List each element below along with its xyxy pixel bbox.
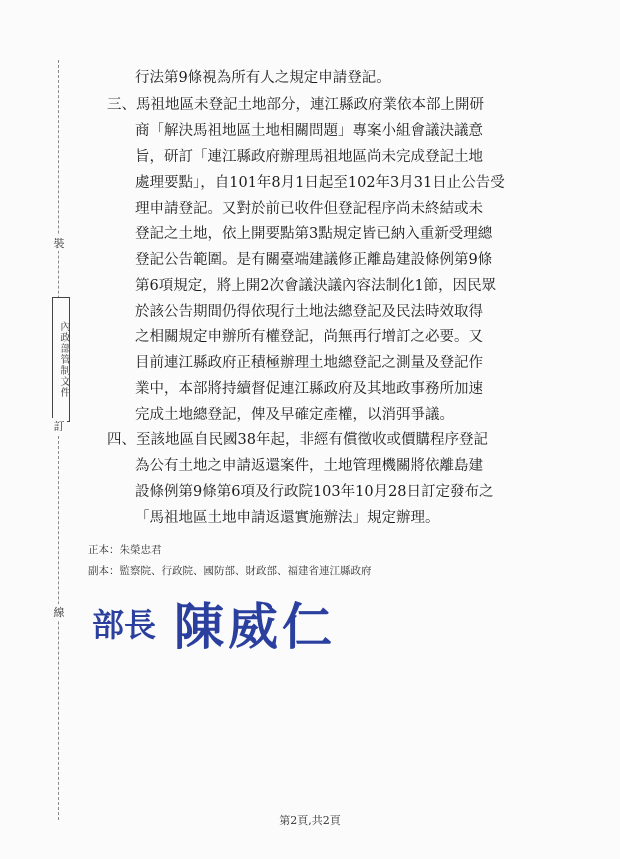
binding-margin-rule xyxy=(58,60,59,820)
body-line: 三、馬祖地區未登記土地部分，連江縣政府業依本部上開研 xyxy=(107,97,484,113)
signature-title: 部長 xyxy=(92,606,157,644)
minister-signature xyxy=(92,590,392,660)
body-line: 業中，本部將持續督促連江縣政府及其地政事務所加速 xyxy=(135,381,483,397)
body-line: 之相關規定申辦所有權登記，尚無再行增訂之必要。又 xyxy=(135,329,483,345)
distribution-copies: 副本：監察院、行政院、國防部、財政部、福建省連江縣政府 xyxy=(88,565,372,577)
body-line: 目前連江縣政府正積極辦理土地總登記之測量及登記作 xyxy=(135,355,483,371)
body-line: 旨，研訂「連江縣政府辦理馬祖地區尚未完成登記土地 xyxy=(135,149,483,165)
body-line: 登記之土地，依上開要點第3點規定皆已納入重新受理總 xyxy=(135,226,493,242)
binding-mark-bottom: 線 xyxy=(51,604,67,620)
page-number: 第2頁,共2頁 xyxy=(279,814,341,827)
body-line: 「馬祖地區土地申請返還實施辦法」規定辦理。 xyxy=(135,510,440,526)
body-line: 商「解決馬祖地區土地相關問題」專案小組會議決議意 xyxy=(135,123,483,139)
body-line: 登記公告範圍。是有關臺端建議修正離島建設條例第9條 xyxy=(135,252,493,268)
signature-name: 陳威仁 xyxy=(174,597,336,656)
body-line: 完成土地總登記，俾及早確定產權，以消弭爭議。 xyxy=(135,407,454,423)
body-line: 為公有土地之申請返還案件，土地管理機關將依離島建 xyxy=(135,458,483,474)
body-line: 行法第9條視為所有人之規定申請登記。 xyxy=(135,70,391,86)
binding-mark-top: 裝 xyxy=(51,235,67,251)
body-line: 處理要點」，自101年8月1日起至102年3月31日止公告受 xyxy=(135,175,505,191)
body-line: 四、至該地區自民國38年起，非經有償徵收或價購程序登記 xyxy=(107,432,488,448)
binding-mark-mid: 訂 xyxy=(51,418,67,434)
distribution-primary: 正本：朱榮忠君 xyxy=(88,544,162,556)
body-line: 於該公告期間仍得依現行土地法總登記及民法時效取得 xyxy=(135,304,483,320)
body-line: 設條例第9條第6項及行政院103年10月28日訂定發布之 xyxy=(135,484,494,500)
body-line: 理申請登記。又對於前已收件但登記程序尚未終結或未 xyxy=(135,201,483,217)
body-line: 第6項規定，將上開2次會議決議內容法制化1節，因民眾 xyxy=(135,278,497,294)
control-stamp: 內政部管制文件 xyxy=(52,297,70,422)
